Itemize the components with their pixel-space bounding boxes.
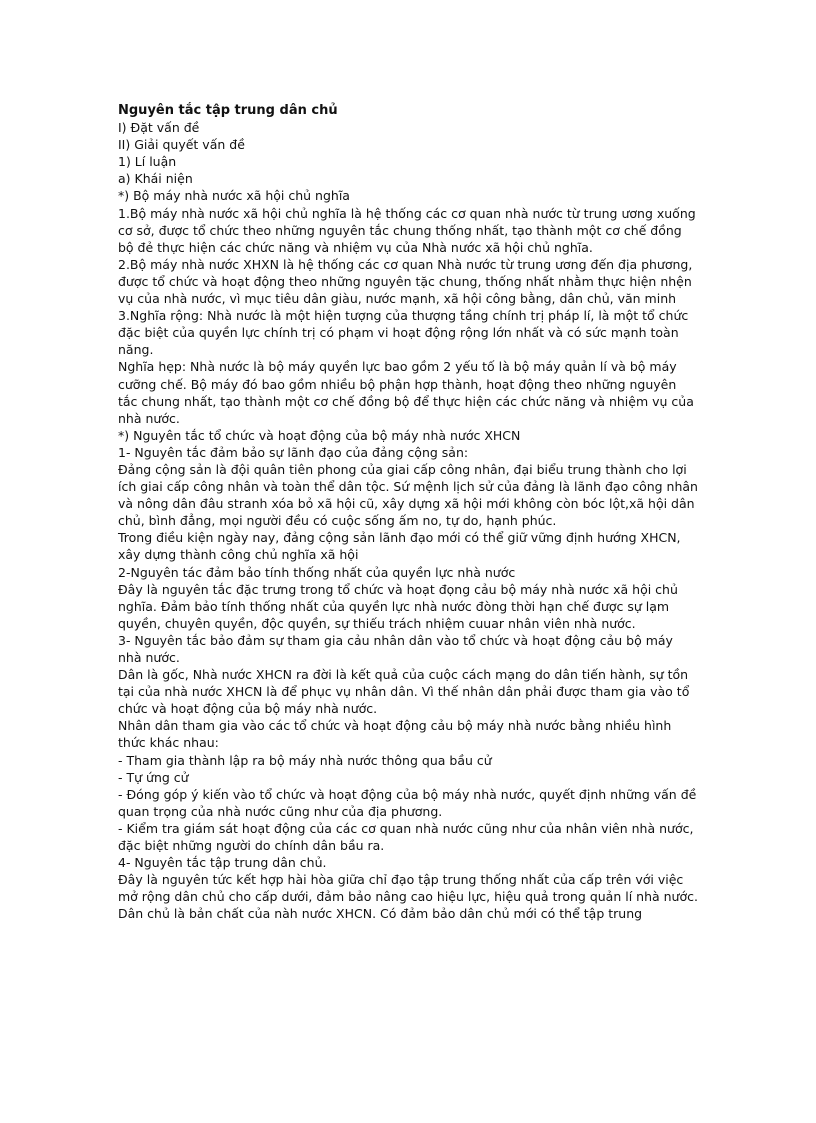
paragraph: *) Nguyên tắc tổ chức và hoạt động của bộ máy nhà nước XHCN [118, 427, 521, 443]
paragraph: Đây là nguyên tắc đặc trưng trong tổ chức và hoạt đọng cảu bộ máy nhà nước xã hội chủ nghĩa. Đảm bảo tính thống nhất của quyền lực nhà nước đòng thời hạn chế được sự lạm quyền, chuyên quyền, độc quyền, sự thiếu trách nhiệm cuuar nhân viên nhà nước. [118, 581, 678, 631]
paragraph: Nghĩa hẹp: Nhà nước là bộ máy quyền lực bao gồm 2 yếu tố là bộ máy quản lí và bộ máy cưỡng chế. Bộ máy đó bao gồm nhiều bộ phận hợp thành, hoạt động theo những nguyên tắc chung nhất, tạo thành một cơ chế đồng bộ để thực hiện các chức năng và nhiệm vụ của nhà nước. [118, 359, 694, 426]
paragraph: Dân chủ là bản chất của nàh nước XHCN. Có đảm bảo dân chủ mới có thể tập trung [118, 906, 643, 922]
paragraph: Nhân dân tham gia vào các tổ chức và hoạt động cảu bộ máy nhà nước bằng nhiều hình thức khác nhau: [118, 718, 672, 751]
paragraph: *) Bộ máy nhà nước xã hội chủ nghĩa [118, 188, 350, 204]
paragraph: - Kiểm tra giám sát hoạt động của các cơ quan nhà nước cũng như của nhân viên nhà nước, đặc biệt những người do chính dân bầu ra. [118, 820, 694, 854]
paragraph: 3- Nguyên tắc bảo đảm sự tham gia cảu nhân dân vào tổ chức và hoạt động cảu bộ máy nhà nước. [118, 632, 673, 665]
paragraph: - Tham gia thành lập ra bộ máy nhà nước thông qua bầu cử [118, 752, 492, 768]
document-body [118, 102, 698, 923]
paragraph-list [118, 119, 698, 922]
paragraph: a) Khái niện [118, 171, 193, 187]
paragraph: 1- Nguyên tắc đảm bảo sự lãnh đạo của đảng cộng sản: [118, 444, 469, 460]
paragraph: 1.Bộ máy nhà nước xã hội chủ nghĩa là hệ thống các cơ quan nhà nước từ trung ương xuống cơ sở, được tổ chức theo những nguyên tắc chung thống nhất, tạo thành một cơ chế đồng bộ đẻ thực hiện các chức năng và nhiệm vụ của Nhà nước xã hội chủ nghĩa. [118, 205, 696, 255]
paragraph: Dân là gốc, Nhà nước XHCN ra đời là kết quả của cuộc cách mạng do dân tiến hành, sự tồn tại của nhà nước XHCN là để phục vụ nhân dân. Vì thế nhân dân phải được tham gia vào tổ chức và hoạt động của bộ máy nhà nước. [118, 667, 690, 717]
paragraph: 3.Nghĩa rộng: Nhà nước là một hiện tượng của thượng tầng chính trị pháp lí, là một tổ chức đặc biệt của quyền lực chính trị có phạm vi hoạt động rộng lớn nhất và có sức mạnh toàn năng. [118, 308, 689, 358]
paragraph: I) Đặt vấn đề [118, 120, 200, 136]
paragraph: 4- Nguyên tắc tập trung dân chủ. [118, 855, 327, 871]
paragraph: Đảng cộng sản là đội quân tiên phong của giai cấp công nhân, đại biểu trung thành cho lợi ích giai cấp công nhân và toàn thể dân tộc. Sứ mệnh lịch sử của đảng là lãnh đạo công nhân và nông dân đâu stranh xóa bỏ xã hội cũ, xây dựng xã hội mới không còn bóc lột,xã hội dân chủ, bình đẳng, mọi người đều có cuộc sống ấm no, tự do, hạnh phúc. [118, 461, 698, 529]
paragraph: Đây là nguyên tức kết hợp hài hòa giữa chỉ đạo tập trung thống nhất của cấp trên với việc mở rộng dân chủ cho cấp dưới, đảm bảo nâng cao hiệu lực, hiệu quả trong quản lí nhà nước. [118, 872, 698, 905]
paragraph: 2.Bộ máy nhà nước XHXN là hệ thống các cơ quan Nhà nước từ trung ương đến địa phương, được tổ chức và hoạt động theo những nguyên tặc chung, thống nhất nhằm thực hiện nhện vụ của nhà nước, vì mục tiêu dân giàu, nước mạnh, xã hội công bằng, dân chủ, văn minh [118, 256, 693, 307]
document-title: Nguyên tắc tập trung dân chủ [118, 103, 338, 118]
paragraph: 2-Nguyên tác đảm bảo tính thống nhất của quyền lực nhà nước [118, 564, 516, 580]
paragraph: - Đóng góp ý kiến vào tổ chức và hoạt động của bộ máy nhà nước, quyết định những vấn đề quan trọng của nhà nước cũng như của địa phương. [118, 786, 697, 819]
paragraph: - Tự ứng cử [118, 769, 189, 785]
paragraph: Trong điều kiện ngày nay, đảng cộng sản lãnh đạo mới có thể giữ vững định hướng XHCN, xây dựng thành công chủ nghĩa xã hội [118, 530, 681, 563]
paragraph: 1) Lí luận [118, 154, 177, 170]
paragraph: II) Giải quyết vấn đề [118, 137, 245, 153]
